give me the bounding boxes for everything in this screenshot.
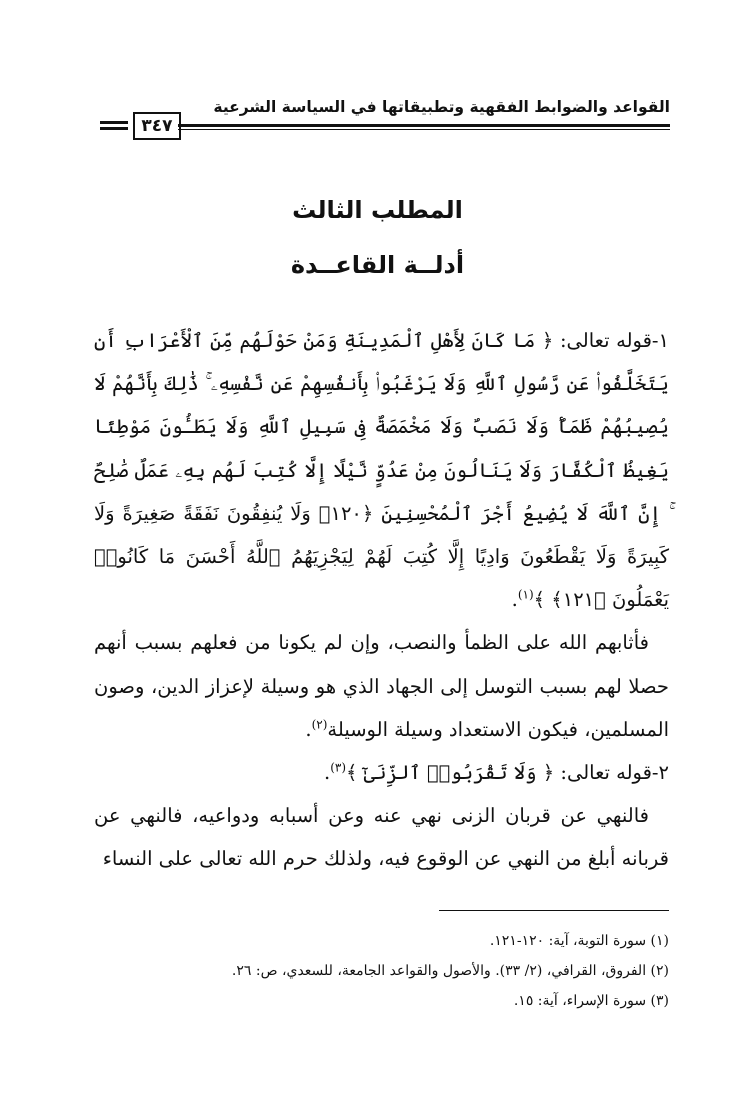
page-number: ٣٤٧ <box>133 112 181 140</box>
footnote-2: (٢) الفروق، القرافي، (٢/ ٣٣). والأصول والقواعد الجامعة، للسعدي، ص: ٢٦. <box>231 963 669 979</box>
footnote-ref-1: (١) <box>517 587 534 602</box>
running-title: القواعد والضوابط الفقهية وتطبيقاتها في السياسة الشرعية <box>213 98 670 116</box>
page-number-bars <box>100 121 128 133</box>
page-number-box <box>100 112 174 138</box>
paragraph-3-lead: ٢-قوله تعالى: <box>554 761 669 785</box>
footnote-ref-3: (٣) <box>330 760 347 775</box>
footnote-1: (١) سورة التوبة، آية: ١٢٠-١٢١. <box>489 933 669 949</box>
paragraph-4: فالنهي عن قربان الزنى نهي عنه وعن أسبابه ودواعيه، فالنهي عن قربانه أبلغ من النهي عن الوقوع فيه، ولذلك حرم الله تعالى على النساء <box>94 804 669 871</box>
paragraph-3: ٢-قوله تعالى: ﴿ وَلَا تَقْرَبُوا۟ ٱلزِّنَىٰٓ ﴾$^{(٣)}$. <box>323 760 669 785</box>
header-rule <box>178 124 670 127</box>
paragraph-1-lead: ١-قوله تعالى: <box>553 329 669 352</box>
paragraph-1: ١-قوله تعالى: ﴿ مَا كَانَ لِأَهْلِ ٱلْمَدِينَةِ وَمَنْ حَوْلَهُم مِّنَ ٱلْأَعْرَابِ أَن يَتَخَلَّفُوا۟ عَن رَّسُولِ ٱللَّهِ وَلَا يَرْغَبُوا۟ بِأَنفُسِهِمْ عَن نَّفْسِهِۦ ۚ ذَٰلِكَ بِأَنَّهُمْ لَا يُصِيبُهُمْ ظَمَأٌ وَلَا نَصَبٌ وَلَا مَخْمَصَةٌ فِى سَبِيلِ ٱللَّهِ وَلَا يَطَـُٔونَ مَوْطِئًا يَغِيظُ ٱلْكُفَّارَ وَلَا يَنَالُونَ مِنْ عَدُوٍّ نَّيْلًا إِلَّا كُتِبَ لَهُم بِهِۦ عَمَلٌ صَٰلِحٌ ۚ إِنَّ ٱللَّهَ لَا يُضِيعُ أَجْرَ ٱلْمُحْسِنِينَ ﴿١٢٠﴾ وَلَا يُنفِقُونَ نَفَقَةً صَغِيرَةً وَلَا كَبِيرَةً وَلَا يَقْطَعُونَ وَادِيًا إِلَّا كُتِبَ لَهُمْ لِيَجْزِيَهُمُ ٱللَّهُ أَحْسَنَ مَا كَانُوا۟ يَعْمَلُونَ ﴿١٢١﴾ ﴾$^{(١)}$. <box>94 329 669 612</box>
quran-verse-2: ﴿ وَلَا تَقْرَبُوا۟ ٱلزِّنَىٰٓ ﴾ <box>346 761 555 785</box>
main-text <box>94 319 669 881</box>
header-rule-thin <box>178 129 670 130</box>
footnote-ref-2: (٢) <box>311 717 328 732</box>
section-title: أدلــة القاعــدة <box>290 251 465 279</box>
footnote-3: (٣) سورة الإسراء، آية: ١٥. <box>513 993 669 1009</box>
footnote-separator <box>439 910 669 911</box>
page-header <box>100 98 670 146</box>
section-heading: المطلب الثالث <box>292 196 463 224</box>
footnotes <box>89 926 669 1016</box>
quran-verse-1: ﴿ مَا كَانَ لِأَهْلِ ٱلْمَدِينَةِ وَمَنْ حَوْلَهُم مِّنَ ٱلْأَعْرَابِ أَن يَتَخَلَّفُوا۟ عَن رَّسُولِ ٱللَّهِ وَلَا يَرْغَبُوا۟ بِأَنفُسِهِمْ عَن نَّفْسِهِۦ ۚ ذَٰلِكَ بِأَنَّهُمْ لَا يُصِيبُهُمْ ظَمَأٌ وَلَا نَصَبٌ وَلَا مَخْمَصَةٌ فِى سَبِيلِ ٱللَّهِ وَلَا يَطَـُٔونَ مَوْطِئًا يَغِيظُ ٱلْكُفَّارَ وَلَا يَنَالُونَ مِنْ عَدُوٍّ نَّيْلًا إِلَّا كُتِبَ لَهُم بِهِۦ عَمَلٌ صَٰلِحٌ ۚ إِنَّ ٱللَّهَ لَا يُضِيعُ أَجْرَ ٱلْمُحْسِنِينَ ﴿١٢٠﴾ وَلَا يُنفِقُونَ نَفَقَةً صَغِيرَةً وَلَا كَبِيرَةً وَلَا يَقْطَعُونَ وَادِيًا إِلَّا كُتِبَ لَهُمْ لِيَجْزِيَهُمُ ٱللَّهُ أَحْسَنَ مَا كَانُوا۟ يَعْمَلُونَ ﴿١٢١﴾ ﴾ <box>94 329 669 612</box>
paragraph-2: فأثابهم الله على الظمأ والنصب، وإن لم يكونا من فعلهم بسبب أنهم حصلا لهم بسبب التوسل إلى الجهاد الذي هو وسيلة لإعزاز الدين، وصون المسلمين، فيكون الاستعداد وسيلة الوسيلة$^{(٢)}$. <box>94 631 669 741</box>
